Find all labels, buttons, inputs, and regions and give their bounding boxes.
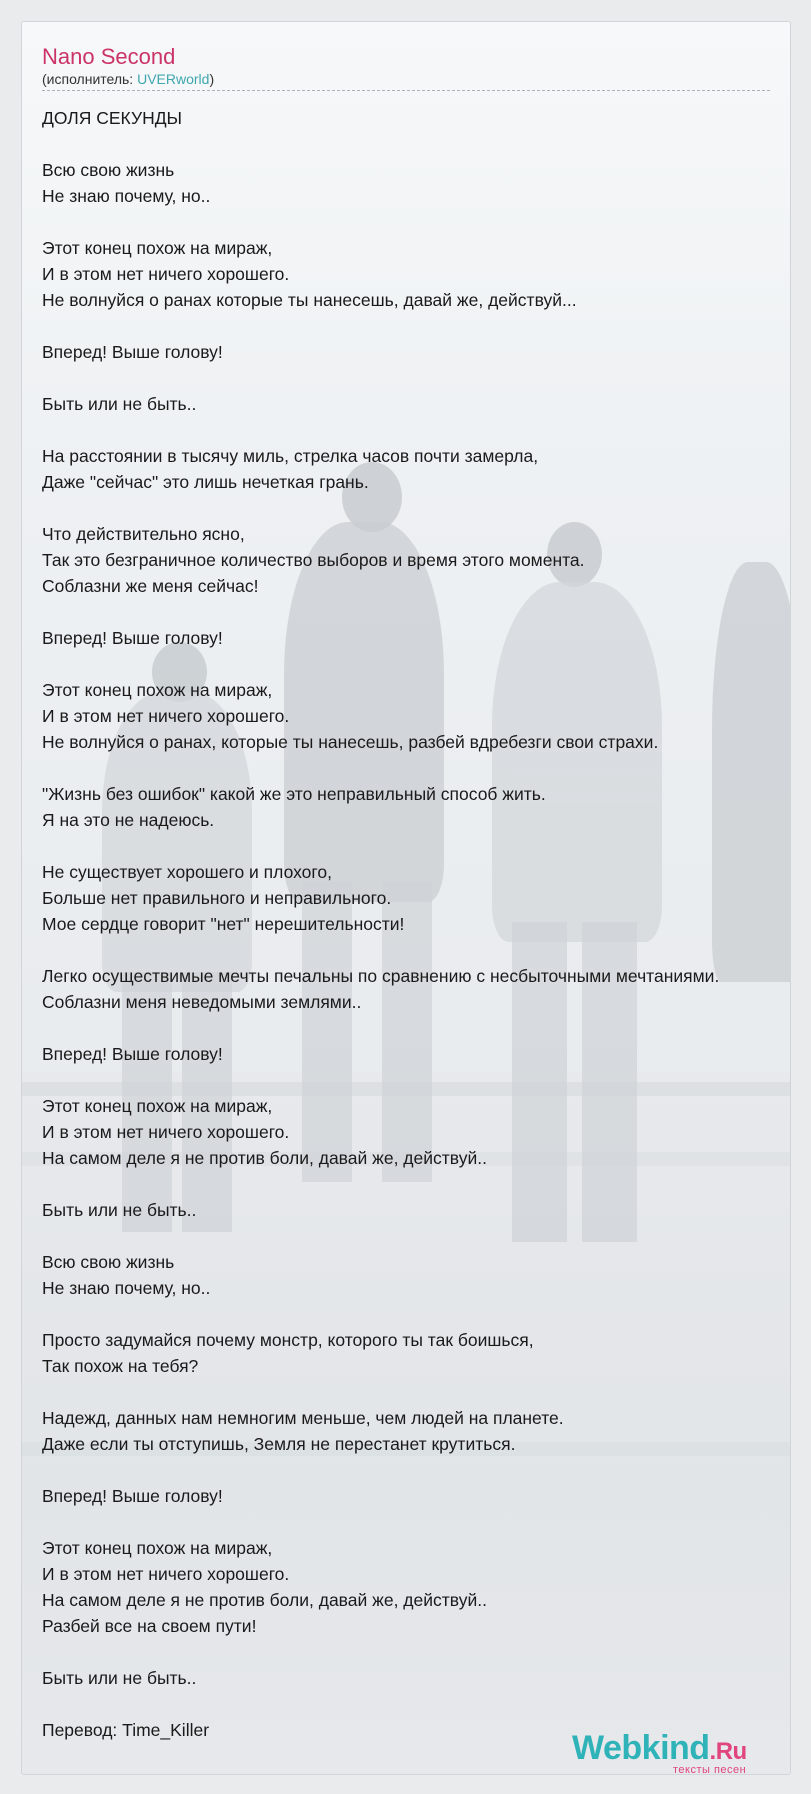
lyrics-line: Быть или не быть.. [42, 394, 197, 414]
lyrics-line: "Жизнь без ошибок" какой же это неправильный способ жить. [42, 784, 546, 804]
lyrics-line: Легко осуществимые мечты печальны по сравнению с несбыточными мечтаниями. [42, 966, 720, 986]
lyrics-line: ДОЛЯ СЕКУНДЫ [42, 108, 183, 128]
lyrics-line: Вперед! Выше голову! [42, 342, 223, 362]
lyrics-line: На самом деле я не против боли, давай же, действуй.. [42, 1590, 487, 1610]
lyrics-line: Не знаю почему, но.. [42, 1278, 211, 1298]
lyrics-blank-line [42, 495, 791, 521]
lyrics-blank-line [42, 1379, 791, 1405]
lyrics-line: Этот конец похож на мираж, [42, 1096, 273, 1116]
artist-prefix: (исполнитель: [42, 71, 138, 87]
logo-tld: .Ru [709, 1738, 747, 1765]
artist-link[interactable]: UVERworld [137, 71, 210, 87]
lyrics-line: Не волнуйся о ранах, которые ты нанесешь, разбей вдребезги свои страхи. [42, 732, 659, 752]
lyrics-blank-line [42, 1639, 791, 1665]
lyrics-line: Быть или не быть.. [42, 1668, 197, 1688]
lyrics-blank-line [42, 651, 791, 677]
lyrics-blank-line [42, 1301, 791, 1327]
artist-line [42, 70, 770, 91]
lyrics-line: Надежд, данных нам немногим меньше, чем людей на планете. [42, 1408, 564, 1428]
lyrics-blank-line [42, 131, 791, 157]
lyrics-line: Всю свою жизнь [42, 160, 175, 180]
lyrics-line: Так похож на тебя? [42, 1356, 199, 1376]
lyrics-blank-line [42, 1691, 791, 1717]
lyrics-line: Разбей все на своем пути! [42, 1616, 257, 1636]
lyrics-line: Быть или не быть.. [42, 1200, 197, 1220]
lyrics-line: Всю свою жизнь [42, 1252, 175, 1272]
lyrics-line: Не волнуйся о ранах которые ты нанесешь, давай же, действуй... [42, 290, 577, 310]
lyrics-line: Не знаю почему, но.. [42, 186, 211, 206]
lyrics-line: Даже "сейчас" это лишь нечеткая грань. [42, 472, 369, 492]
lyrics-line: И в этом нет ничего хорошего. [42, 1122, 290, 1142]
logo-subtitle: тексты песен [673, 1764, 747, 1776]
lyrics-blank-line [42, 1015, 791, 1041]
lyrics-blank-line [42, 365, 791, 391]
lyrics-line: Даже если ты отступишь, Земля не перестанет крутиться. [42, 1434, 516, 1454]
lyrics-blank-line [42, 313, 791, 339]
lyrics-line: Мое сердце говорит "нет" нерешительности! [42, 914, 405, 934]
song-title[interactable]: Nano Second [42, 44, 176, 69]
lyrics-line: Соблазни меня неведомыми землями.. [42, 992, 362, 1012]
lyrics-line: Этот конец похож на мираж, [42, 1538, 273, 1558]
lyrics-blank-line [42, 755, 791, 781]
lyrics-blank-line [42, 599, 791, 625]
webkind-logo[interactable] [572, 1730, 772, 1780]
lyrics-line: Я на это не надеюсь. [42, 810, 215, 830]
lyrics-text [42, 105, 791, 1743]
lyrics-line: И в этом нет ничего хорошего. [42, 706, 290, 726]
lyrics-line: Этот конец похож на мираж, [42, 680, 273, 700]
lyrics-blank-line [42, 209, 791, 235]
lyrics-line: Так это безграничное количество выборов и время этого момента. [42, 550, 585, 570]
lyrics-line: Этот конец похож на мираж, [42, 238, 273, 258]
lyrics-line: И в этом нет ничего хорошего. [42, 1564, 290, 1584]
lyrics-blank-line [42, 833, 791, 859]
lyrics-line: Не существует хорошего и плохого, [42, 862, 332, 882]
lyrics-blank-line [42, 1509, 791, 1535]
lyrics-line: Соблазни же меня сейчас! [42, 576, 259, 596]
lyrics-line: Вперед! Выше голову! [42, 1486, 223, 1506]
lyrics-blank-line [42, 417, 791, 443]
lyrics-line: Перевод: Time_Killer [42, 1720, 210, 1740]
song-header [42, 44, 770, 91]
logo-name: Webkind [572, 1729, 710, 1767]
lyrics-blank-line [42, 1223, 791, 1249]
lyrics-line: Вперед! Выше голову! [42, 1044, 223, 1064]
lyrics-blank-line [42, 937, 791, 963]
lyrics-line: Вперед! Выше голову! [42, 628, 223, 648]
lyrics-line: И в этом нет ничего хорошего. [42, 264, 290, 284]
artist-suffix: ) [209, 71, 215, 87]
lyrics-card [21, 21, 791, 1775]
lyrics-blank-line [42, 1457, 791, 1483]
lyrics-line: На расстоянии в тысячу миль, стрелка часов почти замерла, [42, 446, 539, 466]
lyrics-line: Больше нет правильного и неправильного. [42, 888, 392, 908]
lyrics-blank-line [42, 1067, 791, 1093]
lyrics-blank-line [42, 1171, 791, 1197]
lyrics-line: Что действительно ясно, [42, 524, 245, 544]
lyrics-line: На самом деле я не против боли, давай же, действуй.. [42, 1148, 487, 1168]
lyrics-line: Просто задумайся почему монстр, которого ты так боишься, [42, 1330, 534, 1350]
